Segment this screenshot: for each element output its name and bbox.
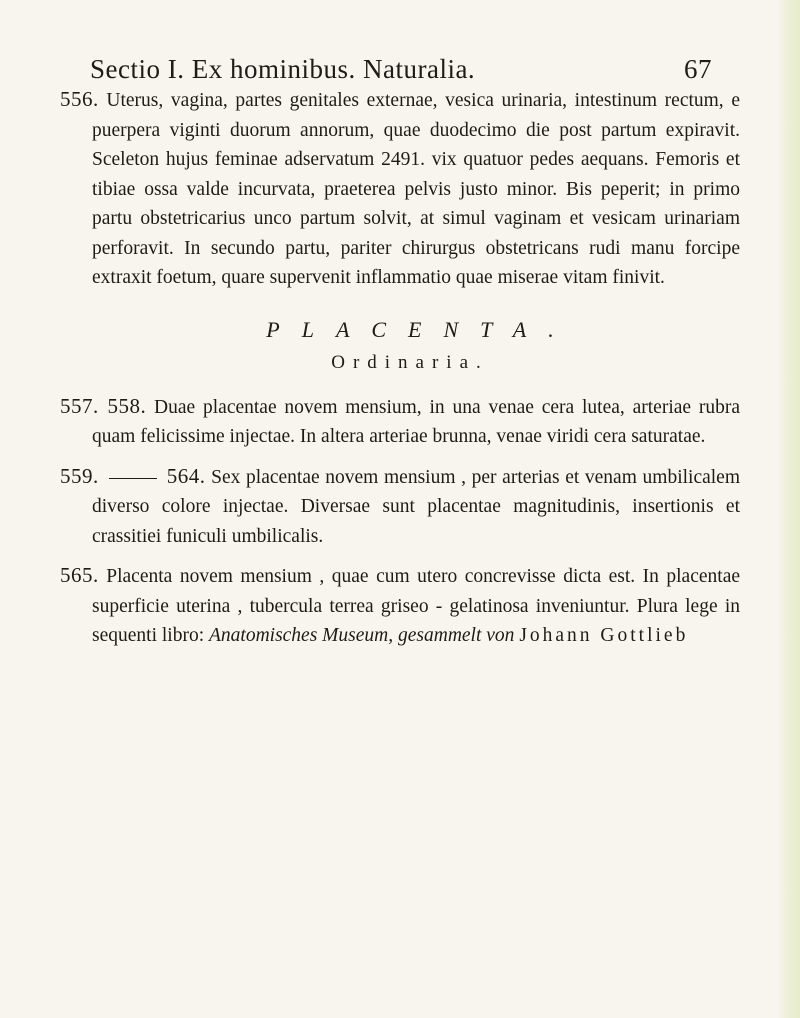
- entry-557-558: [60, 392, 740, 452]
- running-head-title: Sectio I. Ex hominibus. Naturalia.: [90, 54, 476, 84]
- entry-text: Sex placentae novem mensium , per arterias et venam umbilicalem diverso colore injectae. Diversae sunt placentae magnitudinis, insertionis et crassitiei funiculi umbilicalis.: [92, 466, 740, 547]
- section-subtitle: Ordinaria.: [331, 352, 489, 373]
- reference-title: Anatomisches Museum, gesammelt von: [208, 625, 515, 646]
- reference-author: Johann Gottlieb: [519, 625, 689, 646]
- page-number: 67: [684, 54, 712, 84]
- entry-number-end: 564.: [166, 463, 206, 488]
- entry-text: Duae placentae novem mensium, in una venae cera lutea, arteriae rubra quam felicissime injectae. In altera arteriae brunna, venae viridi cera saturatae.: [92, 396, 741, 447]
- entry-number: 556.: [60, 87, 99, 111]
- entry-body: [60, 462, 740, 552]
- entry-text: Uterus, vagina, partes genitales externae, vesica urinaria, intestinum rectum, e puerpera viginti duorum annorum, quae duodecimo die post partum expiravit. Sceleton hujus feminae adservatum 2491. vix quatuor pedes aequans. Femoris et tibiae ossa valde incurvata, praeterea pelvis justo minor. Bis peperit; in primo partu obstetricarius unco partum solvit, at simul vaginam et vesicam urinariam perforavit. In secundo partu, pariter chirurgus obstetricans rudi manu forcipe extraxit foetum, quare supervenit inflammatio quae miserae vitam finivit.: [92, 90, 740, 288]
- entry-559-564: [60, 462, 740, 552]
- entry-body: [60, 392, 740, 452]
- running-head: [90, 54, 730, 85]
- page-edge: [778, 0, 800, 1018]
- range-dash: [109, 478, 157, 479]
- entry-body: [60, 561, 740, 651]
- entry-text: Placenta novem mensium , quae cum utero concrevisse dicta est. In placentae superficie uterina , tubercula terrea griseo - gelatinosa inveniuntur. Plura lege in sequenti libro:: [92, 566, 740, 646]
- page-text: [60, 85, 740, 661]
- section-title: PLACENTA.: [266, 316, 576, 342]
- entry-number-start: 559.: [60, 463, 99, 488]
- entry-565: [60, 561, 740, 651]
- entry-body: [60, 85, 740, 293]
- entry-556: [60, 85, 740, 293]
- entry-number: 565.: [60, 563, 99, 587]
- entry-number: 557. 558.: [60, 393, 147, 418]
